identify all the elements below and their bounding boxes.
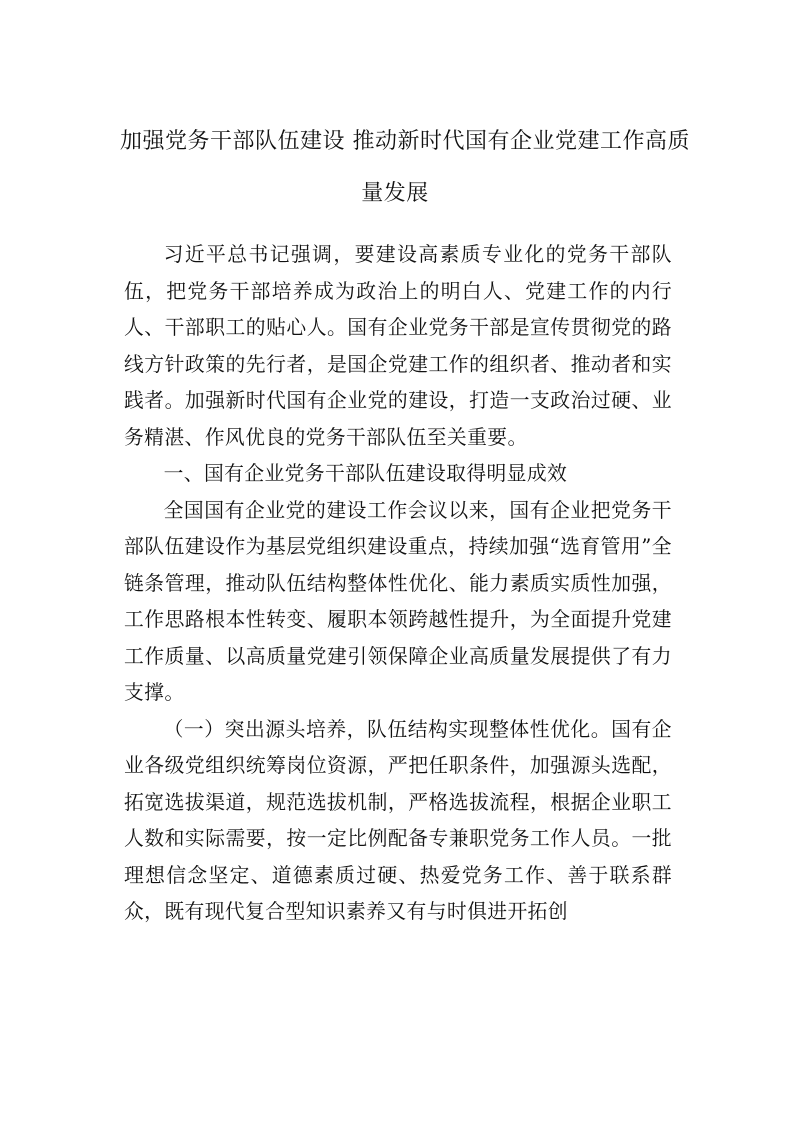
document-title-line-1: 加强党务干部队伍建设 推动新时代国有企业党建工作高质 bbox=[120, 129, 690, 154]
document-body bbox=[124, 237, 672, 931]
document-title-line-2: 量发展 bbox=[361, 181, 429, 206]
paragraph-intro: 习近平总书记强调，要建设高素质专业化的党务干部队伍，把党务干部培养成为政治上的明白人、党建工作的内行人、干部职工的贴心人。国有企业党务干部是宣传贯彻党的路线方针政策的先行者，是国企党建工作的组织者、推动者和实践者。加强新时代国有企业党的建设，打造一支政治过硬、业务精湛、作风优良的党务干部队伍至关重要。 bbox=[124, 243, 672, 449]
paragraph-section-1: 全国国有企业党的建设工作会议以来，国有企业把党务干部队伍建设作为基层党组织建设重点，持续加强“选育管用”全链条管理，推动队伍结构整体性优化、能力素质实质性加强，工作思路根本性转变、履职本领跨越性提升，为全面提升党建工作质量、以高质量党建引领保障企业高质量发展提供了有力支撑。 bbox=[124, 498, 672, 704]
paragraph-subsection-1: （一）突出源头培养，队伍结构实现整体性优化。国有企业各级党组织统筹岗位资源，严把任职条件，加强源头选配，拓宽选拔渠道，规范选拔机制，严格选拔流程，根据企业职工人数和实际需要，按一定比例配备专兼职党务工作人员。一批理想信念坚定、道德素质过硬、热爱党务工作、善于联系群众，既有现代复合型知识素养又有与时俱进开拓创 bbox=[124, 717, 672, 923]
section-heading-1: 一、国有企业党务干部队伍建设取得明显成效 bbox=[163, 462, 568, 485]
